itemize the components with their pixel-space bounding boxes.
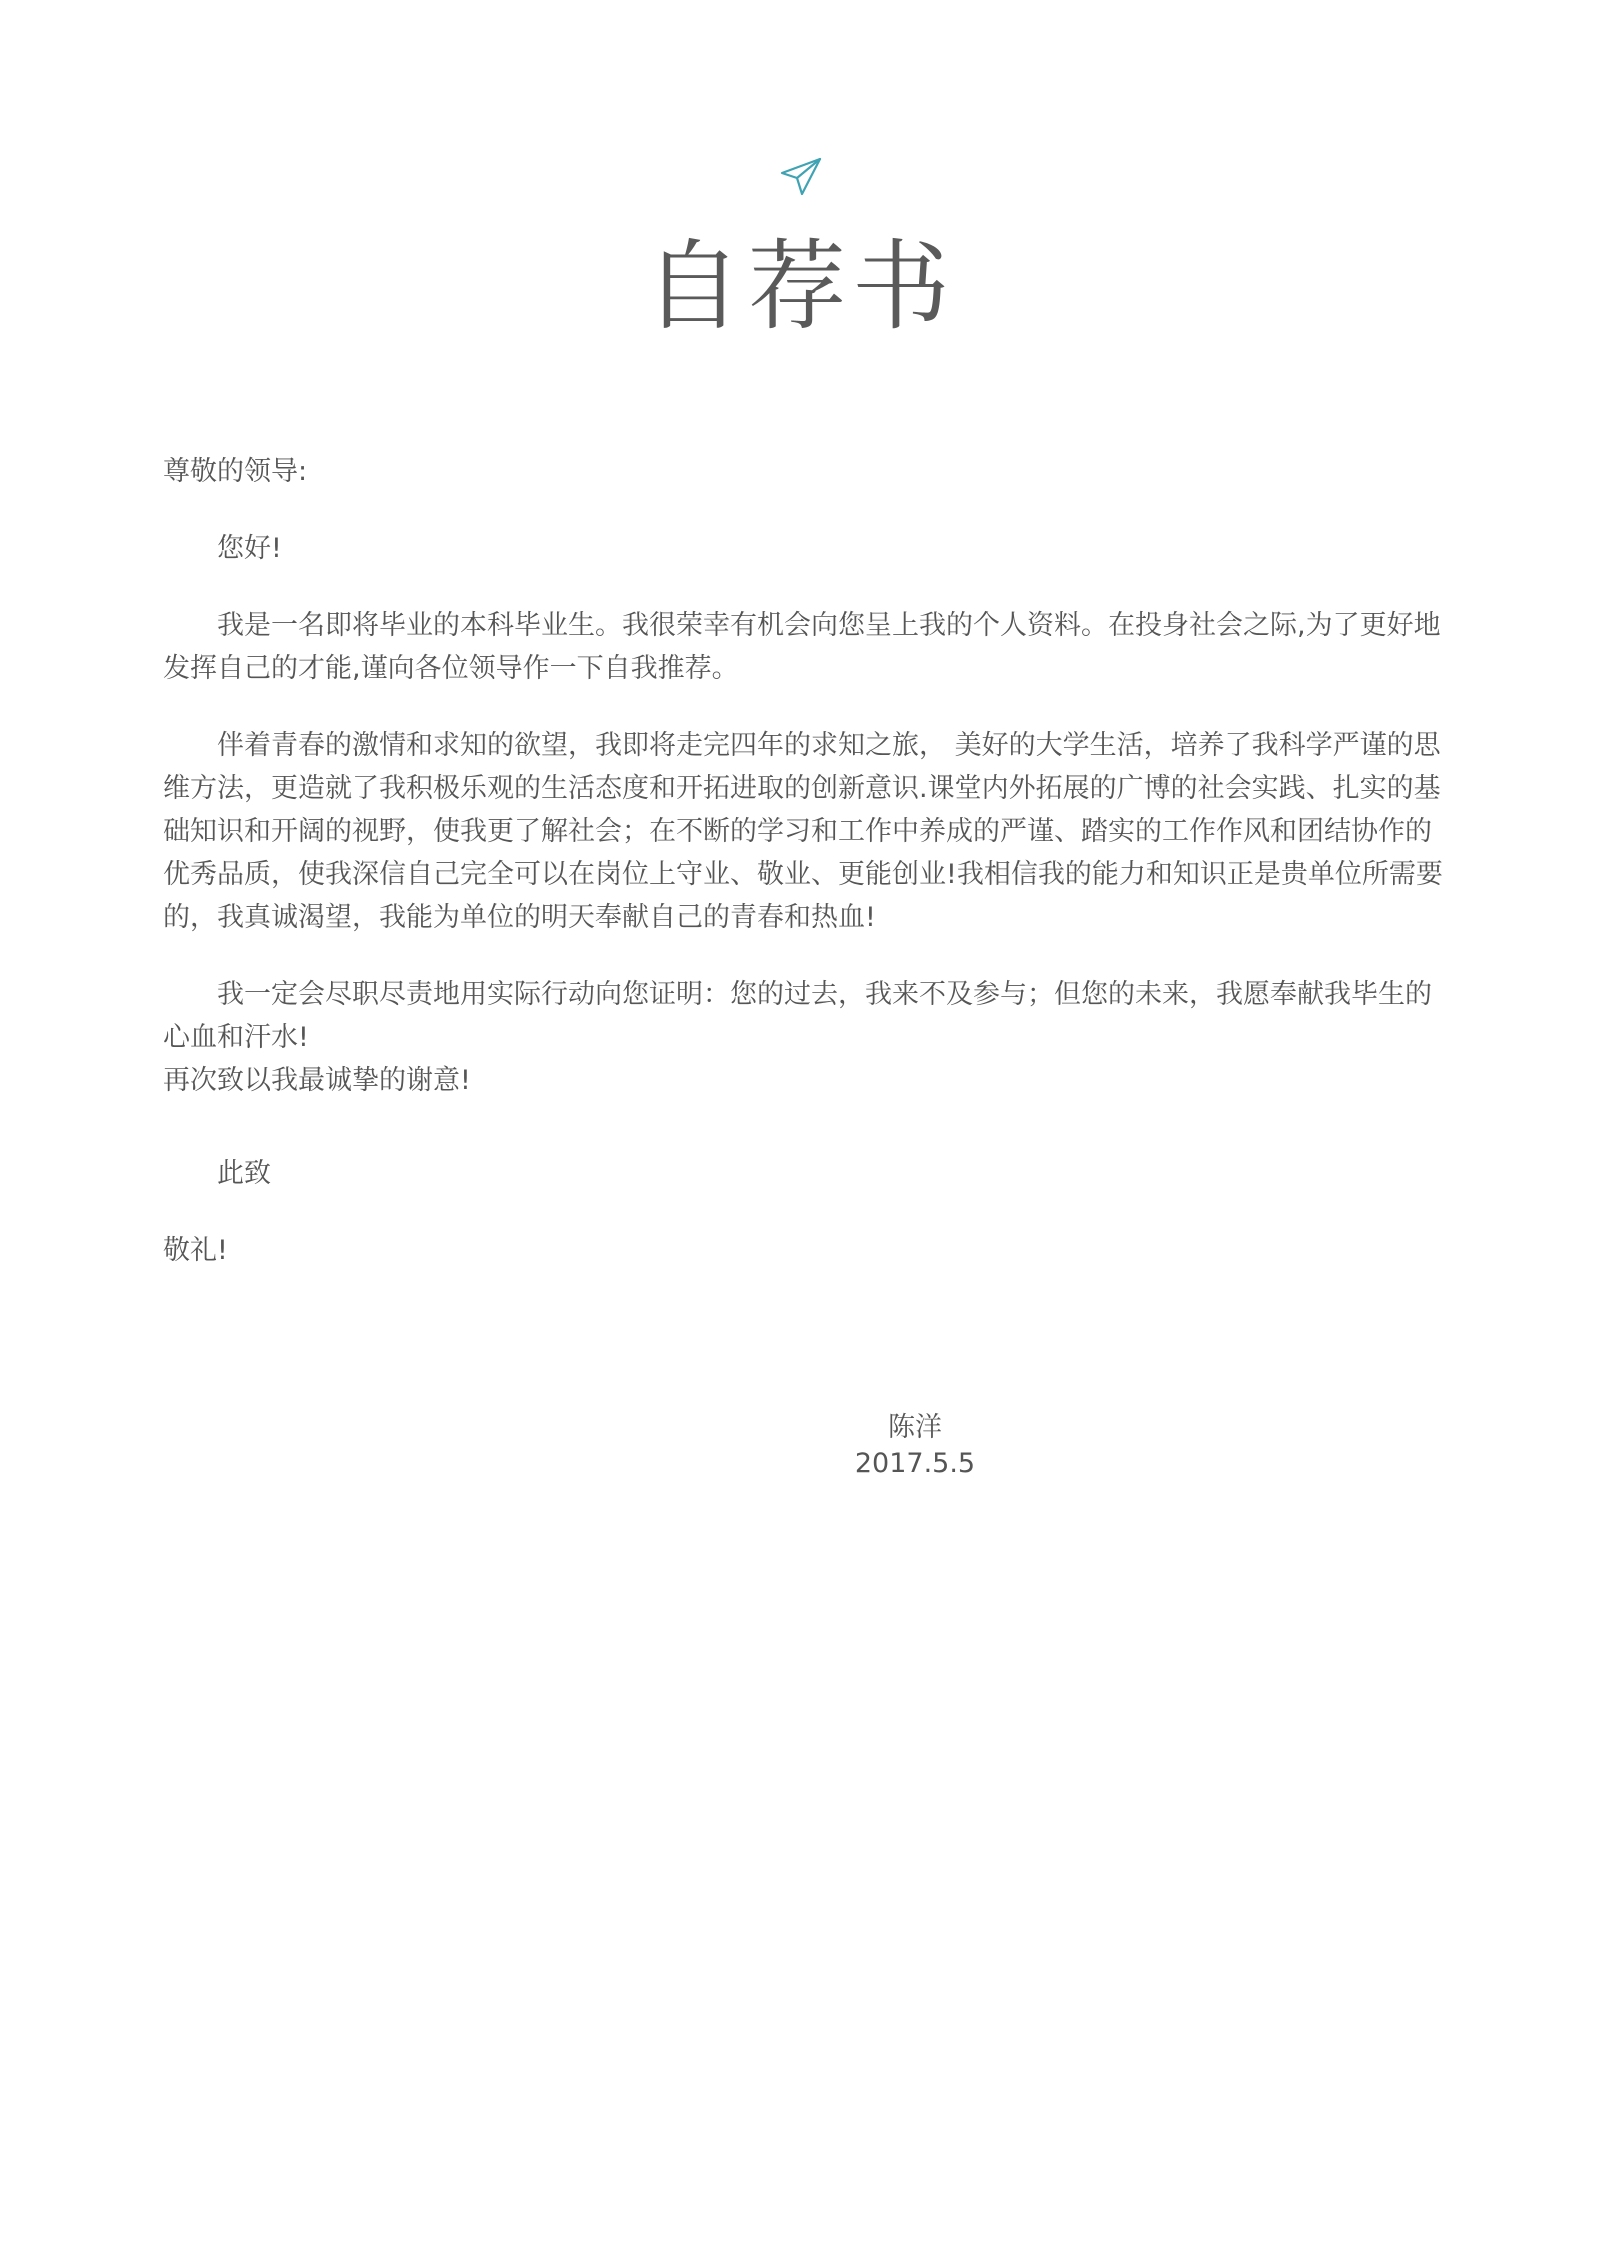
signature-block — [0, 1410, 1600, 1482]
closing-line-1: 此致 — [217, 1158, 271, 1189]
thanks-line: 再次致以我最诚挚的谢意! — [163, 1065, 471, 1096]
page-title: 自荐书 — [643, 230, 956, 344]
letter-body — [163, 450, 1443, 1272]
paragraph-commitment: 我一定会尽职尽责地用实际行动向您证明：您的过去，我来不及参与；但您的未来，我愿奉献我毕生的心血和汗水! — [163, 979, 1432, 1053]
signer-name: 陈洋 — [888, 1412, 942, 1443]
paragraph-experience: 伴着青春的激情和求知的欲望，我即将走完四年的求知之旅， 美好的大学生活，培养了我科学严谨的思维方法，更造就了我积极乐观的生活态度和开拓进取的创新意识.课堂内外拓展的广博的社会实践、扎实的基础知识和开阔的视野，使我更了解社会；在不断的学习和工作中养成的严谨、踏实的工作作风和团结协作的优秀品质，使我深信自己完全可以在岗位上守业、敬业、更能创业!我相信我的能力和知识正是贵单位所需要的，我真诚渴望，我能为单位的明天奉献自己的青春和热血! — [163, 730, 1443, 933]
paper-plane-icon — [778, 154, 824, 200]
signature-date: 2017.5.5 — [854, 1448, 976, 1479]
salutation: 尊敬的领导: — [163, 456, 308, 487]
greeting: 您好! — [217, 533, 282, 564]
paragraph-intro: 我是一名即将毕业的本科毕业生。我很荣幸有机会向您呈上我的个人资料。在投身社会之际,为了更好地发挥自己的才能,谨向各位领导作一下自我推荐。 — [163, 610, 1441, 684]
closing-line-2: 敬礼! — [163, 1235, 228, 1266]
